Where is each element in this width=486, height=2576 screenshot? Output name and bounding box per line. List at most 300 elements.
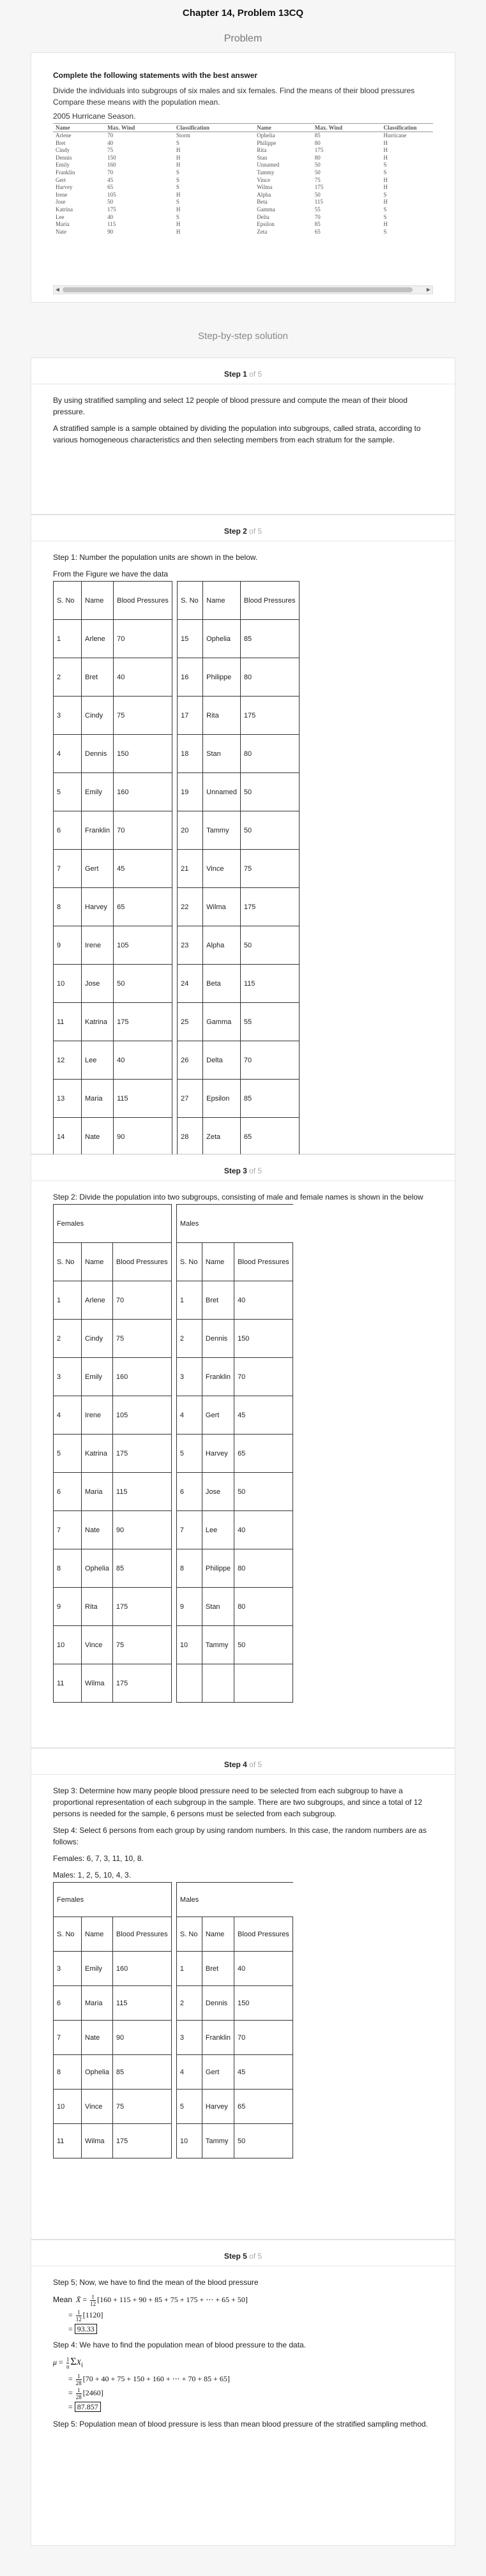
table-row xyxy=(54,1511,293,1549)
table-cell: Harvey xyxy=(202,1435,234,1473)
table-cell: Philippe xyxy=(257,139,277,146)
table-cell: 45 xyxy=(107,176,114,183)
table-cell: Franklin xyxy=(82,811,114,850)
table-row xyxy=(54,1626,293,1664)
table-cell: S xyxy=(176,213,179,220)
table-cell: 65 xyxy=(114,888,172,926)
table-cell: Nate xyxy=(82,1511,113,1549)
table-cell: 115 xyxy=(107,221,116,228)
scroll-left-icon[interactable]: ◀ xyxy=(55,287,60,292)
table-cell: 85 xyxy=(112,2055,171,2090)
table-cell: 45 xyxy=(114,850,172,888)
chapter-title: Chapter 14, Problem 13CQ xyxy=(182,8,304,19)
table-cell: S xyxy=(383,191,387,198)
table-cell: 15 xyxy=(178,620,203,658)
table-row xyxy=(54,926,300,965)
table-cell: S xyxy=(383,169,387,176)
step-5-header xyxy=(53,2240,433,2266)
table-cell: Zeta xyxy=(257,228,268,235)
table-cell: 40 xyxy=(234,1511,293,1549)
table-row xyxy=(54,1358,293,1396)
step-4-header xyxy=(53,1749,433,1774)
column-header: S. No xyxy=(176,1243,202,1281)
table-cell: Zeta xyxy=(203,1118,241,1156)
group-label-males: Males xyxy=(176,1205,292,1243)
table-cell: 4 xyxy=(176,1396,202,1435)
table-cell: S xyxy=(176,184,179,191)
problem-label: Problem xyxy=(224,33,262,44)
table-row xyxy=(54,965,300,1003)
step-1-para-2: A stratified sample is a sample obtained by dividing the population into subgroups, called strata, according to various homogeneous characteristics and then selecting members from each stratum for the sample. xyxy=(53,424,421,444)
column-gap xyxy=(172,658,178,697)
column-gap xyxy=(172,965,178,1003)
column-gap xyxy=(172,888,178,926)
table-cell: 7 xyxy=(54,850,82,888)
table-cell: Jose xyxy=(56,199,66,206)
step-4-para-3: Females: 6, 7, 3, 11, 10, 8. xyxy=(53,1854,144,1863)
table-cell: 175 xyxy=(314,147,324,154)
table-row xyxy=(54,2090,293,2124)
group-spacer xyxy=(171,1205,176,1243)
column-gap xyxy=(171,1664,176,1703)
table-cell: 75 xyxy=(112,1320,171,1358)
table-row xyxy=(53,177,433,185)
table-row xyxy=(53,214,433,222)
table-cell: 115 xyxy=(114,1080,172,1118)
step-4-para-1: Step 3: Determine how many people blood pressure need to be selected from each subgroup to have a proportional representation of each subgroup in the sample. There are two subgroups, and since a total of 12 persons is needed for the sample, 6 persons must be selected from each subgroup. xyxy=(53,1786,423,1818)
table-cell: 23 xyxy=(178,926,203,965)
frac-den: n xyxy=(66,2363,70,2370)
table-cell: 175 xyxy=(240,888,299,926)
table-cell: 70 xyxy=(234,2021,293,2055)
sample-mean-result: 93.33 xyxy=(75,2324,97,2334)
table-cell: 3 xyxy=(54,1358,82,1396)
table-cell: S xyxy=(176,199,179,206)
table-cell: H xyxy=(176,221,181,228)
table-cell: Ophelia xyxy=(82,2055,113,2090)
table-cell: Vince xyxy=(82,1626,113,1664)
horizontal-scrollbar[interactable] xyxy=(53,285,433,294)
column-header: Blood Pressures xyxy=(234,1917,293,1952)
table-cell: 175 xyxy=(112,1435,171,1473)
table-cell: Rita xyxy=(203,697,241,735)
table-row xyxy=(53,162,433,169)
population-mean-formula: μ = $\frac{1}{n}$ $\Sigma X_i$ = $\frac{1}{28}$ [70 + 40 + 75 + 150 + 160 + ⋯ + 70 + 85 + 65] = $\frac{1}{28}$ [2460] = 87.857 xyxy=(53,2356,230,2411)
header-row xyxy=(54,1243,293,1281)
table-cell: 7 xyxy=(176,1511,202,1549)
step-1-card xyxy=(31,358,455,515)
table-cell: Lee xyxy=(82,1041,114,1080)
table-cell: Alpha xyxy=(203,926,241,965)
table-cell: 175 xyxy=(112,2124,171,2158)
table-cell: 85 xyxy=(240,620,299,658)
frac-den: 28 xyxy=(75,2379,82,2386)
table-cell: 50 xyxy=(240,773,299,811)
table-row xyxy=(54,888,300,926)
step-3-para-1: Step 2: Divide the population into two subgroups, consisting of male and female names is shown in the below xyxy=(53,1193,423,1201)
table-row xyxy=(54,697,300,735)
column-header: Blood Pressures xyxy=(240,582,299,620)
table-cell: 1 xyxy=(176,1952,202,1986)
table-cell: S xyxy=(383,206,387,213)
table-cell: 50 xyxy=(314,162,321,169)
table-cell: 70 xyxy=(240,1041,299,1080)
table-cell: 5 xyxy=(54,1435,82,1473)
table-cell: 75 xyxy=(114,697,172,735)
sample-mean-formula: Mean X̄ = $\frac{1}{12}$ [160 + 115 + 90 + 85 + 75 + 175 + ⋯ + 65 + 50] = $\frac{1}{12}$ [1120] = 93.33 xyxy=(53,2293,248,2333)
table-cell: 5 xyxy=(176,1435,202,1473)
table-cell: 70 xyxy=(234,1358,293,1396)
table-cell: 40 xyxy=(114,1041,172,1080)
table-cell: Maria xyxy=(82,1473,113,1511)
table-cell: 160 xyxy=(107,162,116,169)
table-cell: Dennis xyxy=(202,1320,234,1358)
step-4-of: of 5 xyxy=(249,1760,262,1769)
column-gap xyxy=(171,2124,176,2158)
table-cell: Epsilon xyxy=(257,221,275,228)
table-cell: Wilma xyxy=(203,888,241,926)
table-cell: 160 xyxy=(112,1358,171,1396)
step-3-card xyxy=(31,1154,455,1748)
table-cell: 24 xyxy=(178,965,203,1003)
table-cell: 27 xyxy=(178,1080,203,1118)
table-row xyxy=(54,1118,300,1156)
table-cell: 50 xyxy=(107,199,114,206)
scroll-right-icon[interactable]: ▶ xyxy=(426,287,431,292)
table-cell: 175 xyxy=(314,184,324,191)
table-row xyxy=(54,1435,293,1473)
table-cell: 16 xyxy=(178,658,203,697)
table-cell: 26 xyxy=(178,1041,203,1080)
table-cell: Arlene xyxy=(82,620,114,658)
column-gap xyxy=(172,697,178,735)
sample-table xyxy=(53,1882,293,2158)
table-cell: 150 xyxy=(114,735,172,773)
column-gap xyxy=(171,2055,176,2090)
problem-card xyxy=(31,52,455,303)
table-cell: 50 xyxy=(234,2124,293,2158)
step-3-label: Step 3 xyxy=(224,1166,247,1175)
table-cell: Franklin xyxy=(202,2021,234,2055)
table-cell: 6 xyxy=(54,1986,82,2021)
table-row xyxy=(54,1396,293,1435)
table-cell: 70 xyxy=(107,132,114,139)
table-cell: 5 xyxy=(176,2090,202,2124)
column-header: S. No xyxy=(54,1243,82,1281)
column-header: Name xyxy=(254,124,312,132)
table-cell: 8 xyxy=(176,1549,202,1588)
table-cell: 175 xyxy=(112,1588,171,1626)
table-cell: Stan xyxy=(257,154,268,161)
table-cell: H xyxy=(176,154,181,161)
table-cell: Ophelia xyxy=(82,1549,113,1588)
table-cell: 160 xyxy=(114,773,172,811)
table-cell: 50 xyxy=(314,169,321,176)
table-cell: Harvey xyxy=(82,888,114,926)
table-cell: Franklin xyxy=(56,169,75,176)
table-cell: 21 xyxy=(178,850,203,888)
table-cell: Gert xyxy=(202,1396,234,1435)
table-cell: 28 xyxy=(178,1118,203,1156)
column-gap xyxy=(172,773,178,811)
step-2-card xyxy=(31,515,455,1154)
table-cell: 40 xyxy=(234,1952,293,1986)
step-1-label: Step 1 xyxy=(224,370,247,379)
frac-den: 28 xyxy=(75,2393,82,2400)
table-cell: Cindy xyxy=(82,1320,113,1358)
step-5-para-1: Step 5; Now, we have to find the mean of the blood pressure xyxy=(53,2278,259,2287)
table-cell: H xyxy=(176,228,181,235)
table-cell: 11 xyxy=(54,2124,82,2158)
table-cell: 150 xyxy=(234,1986,293,2021)
table-cell: H xyxy=(383,199,388,206)
table-cell: 90 xyxy=(114,1118,172,1156)
table-cell: 3 xyxy=(54,697,82,735)
column-header: Name xyxy=(53,124,105,132)
column-header: S. No xyxy=(178,582,203,620)
table-cell: Arlene xyxy=(82,1281,113,1320)
table-cell: Emily xyxy=(56,162,70,169)
table-cell: Lee xyxy=(56,213,65,220)
table-cell: 75 xyxy=(314,176,321,183)
table-cell: Dennis xyxy=(202,1986,234,2021)
frac-num: 1 xyxy=(76,2373,82,2380)
step-by-step-title: Step-by-step solution xyxy=(198,331,288,342)
table-cell: 85 xyxy=(314,221,321,228)
column-gap xyxy=(171,1281,176,1320)
table-cell: Franklin xyxy=(202,1358,234,1396)
column-header: Name xyxy=(82,582,114,620)
table-cell: 160 xyxy=(112,1952,171,1986)
table-cell: Vince xyxy=(203,850,241,888)
table-cell: 50 xyxy=(114,965,172,1003)
column-gap xyxy=(172,1041,178,1080)
table-cell: Delta xyxy=(257,213,270,220)
table-row xyxy=(54,1588,293,1626)
column-header: Blood Pressures xyxy=(234,1243,293,1281)
table-cell: H xyxy=(383,139,388,146)
column-gap xyxy=(171,1473,176,1511)
table-cell: Gert xyxy=(202,2055,234,2090)
table-cell: 65 xyxy=(107,184,114,191)
table-cell: Katrina xyxy=(56,206,73,213)
step-2-header xyxy=(53,515,433,541)
table-row xyxy=(53,169,433,177)
column-header: Blood Pressures xyxy=(112,1917,171,1952)
group-header-row xyxy=(54,1205,293,1243)
table-cell: Irene xyxy=(82,926,114,965)
table-row xyxy=(53,199,433,206)
table-cell: Lee xyxy=(202,1511,234,1549)
column-gap xyxy=(171,1952,176,1986)
table-cell: 55 xyxy=(240,1003,299,1041)
table-row xyxy=(54,1664,293,1703)
column-gap xyxy=(172,1003,178,1041)
step-4-para-4: Males: 1, 2, 5, 10, 4, 3. xyxy=(53,1871,132,1879)
table-cell: 5 xyxy=(54,773,82,811)
column-gap xyxy=(172,811,178,850)
table-cell: 10 xyxy=(54,2090,82,2124)
table-cell: 115 xyxy=(314,199,323,206)
table-cell: Alpha xyxy=(257,191,271,198)
table-cell: Gamma xyxy=(257,206,275,213)
population-mean-result: 87.857 xyxy=(75,2402,101,2412)
frac-num: 1 xyxy=(76,2387,82,2394)
table-cell: Unnamed xyxy=(203,773,241,811)
table-cell: 90 xyxy=(107,228,114,235)
step-5-card xyxy=(31,2240,455,2546)
column-header: Blood Pressures xyxy=(114,582,172,620)
table-cell xyxy=(234,1664,293,1703)
table-row xyxy=(54,1549,293,1588)
table-row xyxy=(54,1952,293,1986)
frac-num: 1 xyxy=(90,2294,96,2301)
table-row xyxy=(54,850,300,888)
table-cell: 2 xyxy=(176,1986,202,2021)
table-cell: 1 xyxy=(54,620,82,658)
table-cell: 50 xyxy=(240,811,299,850)
table-cell: 22 xyxy=(178,888,203,926)
column-gap xyxy=(171,1986,176,2021)
table-row xyxy=(54,811,300,850)
mean-label: Mean xyxy=(53,2295,73,2304)
table-cell: 9 xyxy=(176,1588,202,1626)
table-cell: Beta xyxy=(203,965,241,1003)
table-cell: 50 xyxy=(234,1626,293,1664)
table-cell: Epsilon xyxy=(203,1080,241,1118)
table-cell: Emily xyxy=(82,1358,113,1396)
table-cell: Cindy xyxy=(82,697,114,735)
table-cell: 11 xyxy=(54,1664,82,1703)
table-cell: 6 xyxy=(54,1473,82,1511)
scrollbar-thumb[interactable] xyxy=(63,287,413,292)
table-cell: 45 xyxy=(234,2055,293,2090)
table-cell: 70 xyxy=(112,1281,171,1320)
column-gap xyxy=(172,1118,178,1156)
table-cell: Vince xyxy=(82,2090,113,2124)
column-header: Name xyxy=(202,1243,234,1281)
table-cell: 85 xyxy=(112,1549,171,1588)
table-cell: Storm xyxy=(176,132,190,139)
table-row xyxy=(54,735,300,773)
table-cell: 40 xyxy=(107,139,114,146)
column-header: Name xyxy=(82,1243,113,1281)
table-cell: 75 xyxy=(112,2090,171,2124)
table-row xyxy=(54,2055,293,2090)
table-cell: Wilma xyxy=(257,184,273,191)
table-cell: Philippe xyxy=(202,1549,234,1588)
table-cell: S xyxy=(176,139,179,146)
table-row xyxy=(54,1281,293,1320)
column-gap xyxy=(171,2090,176,2124)
table-cell: Katrina xyxy=(82,1435,113,1473)
header-row xyxy=(54,582,300,620)
table-cell: Stan xyxy=(202,1588,234,1626)
table-cell: 4 xyxy=(176,2055,202,2090)
table-cell: H xyxy=(383,154,388,161)
table-cell xyxy=(202,1664,234,1703)
column-gap xyxy=(172,620,178,658)
table-cell: 4 xyxy=(54,735,82,773)
table-cell: S xyxy=(383,228,387,235)
table-row xyxy=(54,773,300,811)
table-cell: 9 xyxy=(54,926,82,965)
table-cell: Bret xyxy=(82,658,114,697)
table-cell: 1 xyxy=(176,1281,202,1320)
column-gap xyxy=(172,735,178,773)
table-cell: H xyxy=(383,184,388,191)
table-cell: S xyxy=(383,162,387,169)
table-cell: Hurricane xyxy=(383,132,407,139)
table-cell: Nate xyxy=(82,2021,113,2055)
table-cell: 70 xyxy=(314,213,321,220)
column-gap xyxy=(171,1320,176,1358)
table-cell: 115 xyxy=(240,965,299,1003)
table-cell: S xyxy=(383,213,387,220)
group-label-males: Males xyxy=(176,1883,292,1917)
table-cell: Rita xyxy=(82,1588,113,1626)
table-cell: 175 xyxy=(114,1003,172,1041)
table-cell: 10 xyxy=(54,1626,82,1664)
table-cell: 85 xyxy=(240,1080,299,1118)
table-cell: Wilma xyxy=(82,2124,113,2158)
table-row xyxy=(54,2021,293,2055)
table-cell: H xyxy=(176,147,181,154)
table-cell: 3 xyxy=(54,1952,82,1986)
table-cell: Maria xyxy=(82,1080,114,1118)
table-cell: 55 xyxy=(314,206,321,213)
column-header: S. No xyxy=(176,1917,202,1952)
table-cell: 8 xyxy=(54,1549,82,1588)
table-cell: S xyxy=(176,176,179,183)
table-row xyxy=(54,620,300,658)
table-cell: Jose xyxy=(82,965,114,1003)
table-cell: 105 xyxy=(107,191,116,198)
table-row xyxy=(53,147,433,154)
table-cell: H xyxy=(176,206,181,213)
hurricane-table xyxy=(53,123,433,236)
table-cell: 1 xyxy=(54,1281,82,1320)
table-row xyxy=(54,658,300,697)
group-label-females: Females xyxy=(54,1883,172,1917)
step-2-para-1: Step 1: Number the population units are shown in the below. xyxy=(53,553,258,562)
table-cell: Gert xyxy=(82,850,114,888)
table-cell: Delta xyxy=(203,1041,241,1080)
table-cell: Cindy xyxy=(56,147,70,154)
table-cell: 7 xyxy=(54,2021,82,2055)
table-cell xyxy=(176,1664,202,1703)
population-sum: [70 + 40 + 75 + 150 + 160 + ⋯ + 70 + 85 + 65] xyxy=(82,2374,230,2383)
step-5-label: Step 5 xyxy=(224,2252,247,2261)
table-row xyxy=(54,1003,300,1041)
table-cell: Irene xyxy=(56,191,68,198)
table-cell: Stan xyxy=(203,735,241,773)
table-cell: Nate xyxy=(56,228,66,235)
table-cell: 6 xyxy=(176,1473,202,1511)
step-1-para-1: By using stratified sampling and select 12 people of blood pressure and compute the mean of their blood pressure. xyxy=(53,396,408,416)
table-cell: 175 xyxy=(107,206,116,213)
column-gap xyxy=(171,1435,176,1473)
table-row xyxy=(53,132,433,140)
table-cell: Tammy xyxy=(202,1626,234,1664)
table-row xyxy=(53,229,433,236)
column-header: Classification xyxy=(174,124,254,132)
hurricane-table-viewport[interactable] xyxy=(53,123,433,276)
table-cell: H xyxy=(383,147,388,154)
table-cell: 19 xyxy=(178,773,203,811)
table-cell: Harvey xyxy=(56,184,73,191)
table-cell: 45 xyxy=(234,1396,293,1435)
